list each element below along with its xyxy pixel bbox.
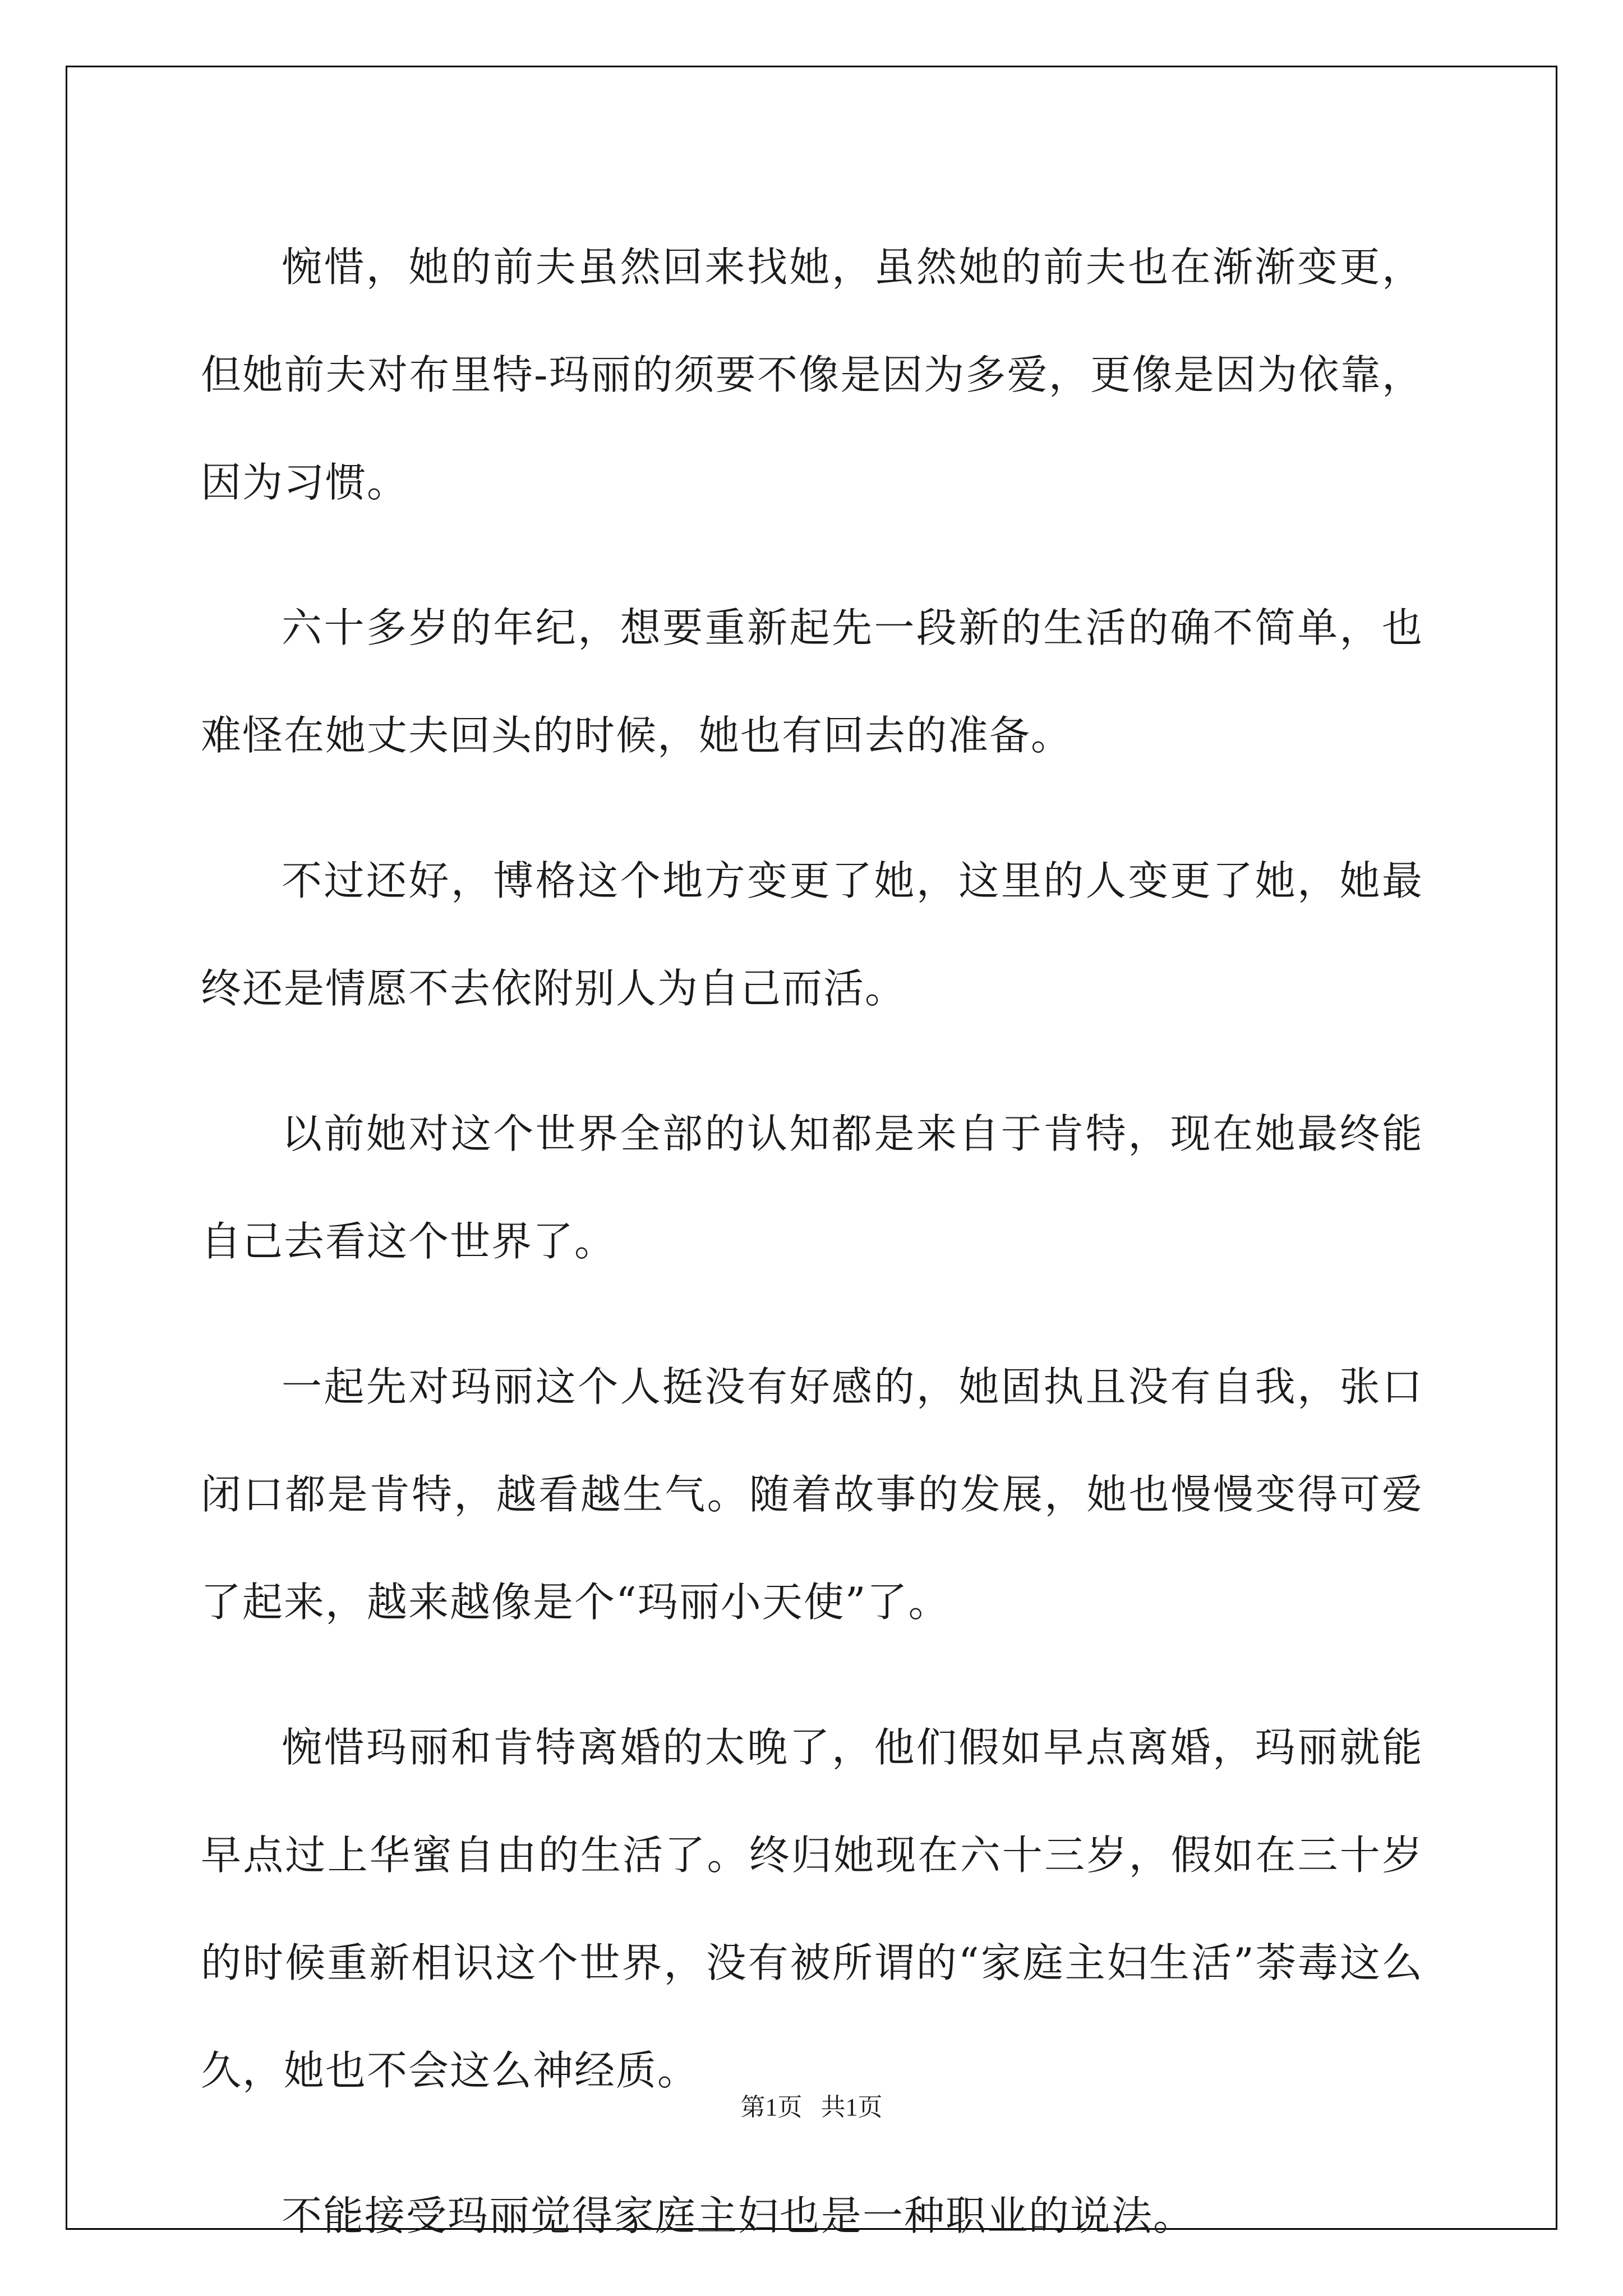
paragraph: 以前她对这个世界全部的认知都是来自于肯特，现在她最终能自己去看这个世界了。 bbox=[201, 1110, 1423, 1265]
paragraph: 惋惜玛丽和肯特离婚的太晚了，他们假如早点离婚，玛丽就能早点过上华蜜自由的生活了。终归她现在六十三岁，假如在三十岁的时候重新相识这个世界，没有被所谓的“家庭主妇生活”荼毒这么久，她也不会这么神经质。 bbox=[201, 1724, 1423, 2094]
paragraph: 不过还好，博格这个地方变更了她，这里的人变更了她，她最终还是情愿不去依附别人为自己而活。 bbox=[201, 857, 1423, 1012]
paragraph: 不能接受玛丽觉得家庭主妇也是一种职业的说法。 bbox=[282, 2192, 1195, 2239]
paragraph: 惋惜，她的前夫虽然回来找她，虽然她的前夫也在渐渐变更，但她前夫对布里特-玛丽的须要不像是因为多爱，更像是因为依靠，因为习惯。 bbox=[201, 243, 1423, 506]
paragraph: 六十多岁的年纪，想要重新起先一段新的生活的确不简单，也难怪在她丈夫回头的时候，她也有回去的准备。 bbox=[201, 604, 1423, 759]
page-footer: 第1页 共1页 bbox=[740, 2093, 883, 2121]
paragraph: 一起先对玛丽这个人挺没有好感的，她固执且没有自我，张口闭口都是肯特，越看越生气。随着故事的发展，她也慢慢变得可爱了起来，越来越像是个“玛丽小天使”了。 bbox=[201, 1363, 1423, 1626]
document-body bbox=[201, 213, 1423, 2270]
